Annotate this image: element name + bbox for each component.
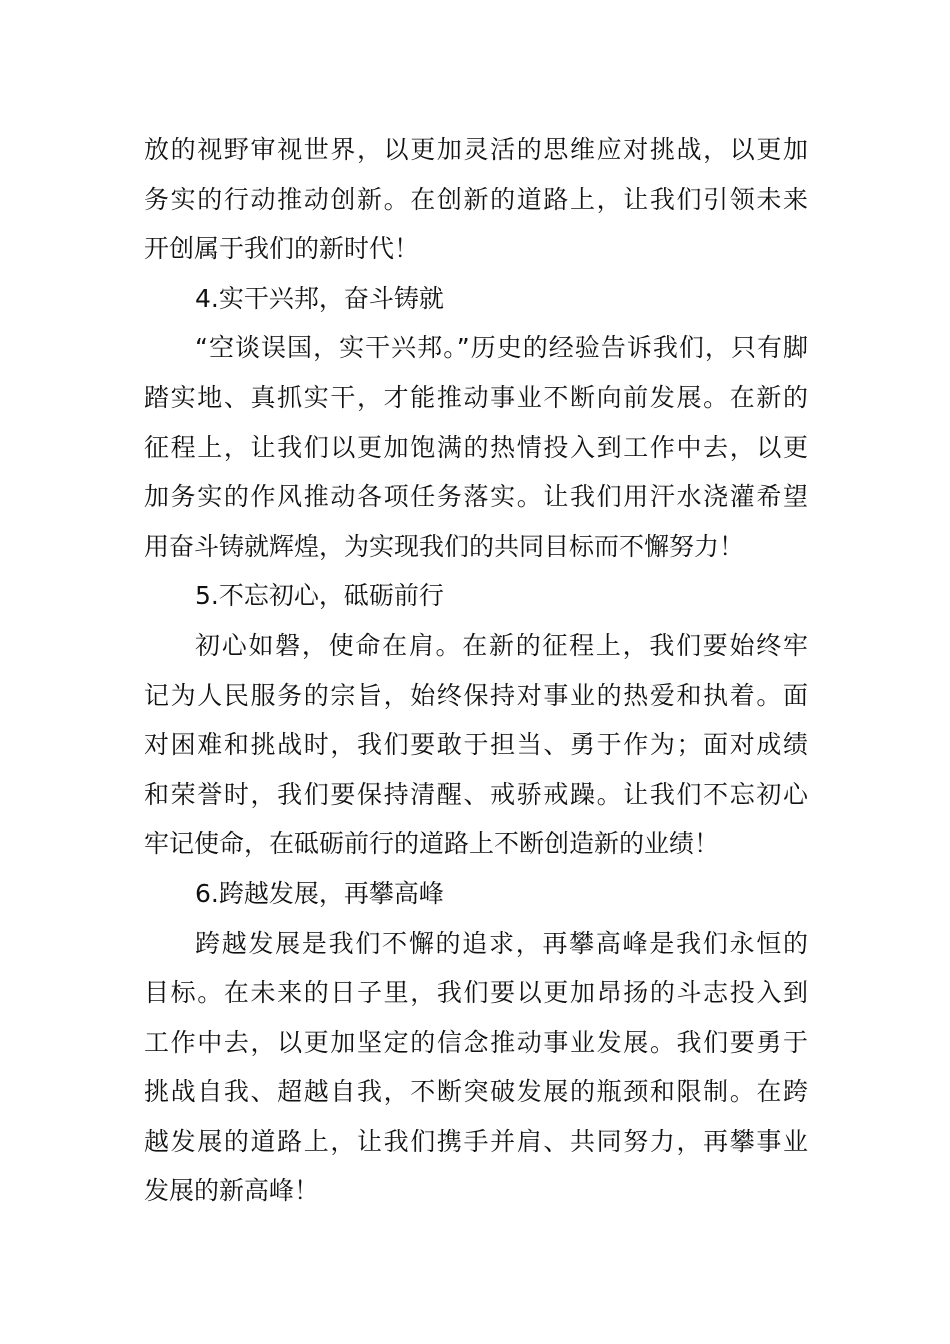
paragraph-line: 用奋斗铸就辉煌，为实现我们的共同目标而不懈努力！ <box>144 531 745 561</box>
paragraph-line: 越发展的道路上，让我们携手并肩、共同努力，再攀事业 <box>144 1126 808 1156</box>
paragraph-line: 工作中去，以更加坚定的信念推动事业发展。我们要勇于 <box>144 1027 808 1057</box>
paragraph-line: 务实的行动推动创新。在创新的道路上，让我们引领未来 <box>144 184 808 214</box>
paragraph-line: 和荣誉时，我们要保持清醒、戒骄戒躁。让我们不忘初心 <box>144 779 808 809</box>
paragraph-line: 发展的新高峰！ <box>144 1176 320 1206</box>
paragraph-line: “空谈误国，实干兴邦。”历史的经验告诉我们，只有脚 <box>195 333 808 363</box>
section-heading-6: 6.跨越发展，再攀高峰 <box>195 878 444 908</box>
paragraph-line: 牢记使命，在砥砺前行的道路上不断创造新的业绩！ <box>144 829 720 859</box>
paragraph-line: 初心如磐，使命在肩。在新的征程上，我们要始终牢 <box>195 630 808 660</box>
paragraph-line: 加务实的作风推动各项任务落实。让我们用汗水浇灌希望 <box>144 482 808 512</box>
paragraph-line: 跨越发展是我们不懈的追求，再攀高峰是我们永恒的 <box>195 928 808 958</box>
section-heading-5: 5.不忘初心，砥砺前行 <box>195 581 444 611</box>
paragraph-line: 对困难和挑战时，我们要敢于担当、勇于作为；面对成绩 <box>144 730 808 760</box>
paragraph-line: 记为人民服务的宗旨，始终保持对事业的热爱和执着。面 <box>144 680 808 710</box>
paragraph-line: 踏实地、真抓实干，才能推动事业不断向前发展。在新的 <box>144 382 808 412</box>
paragraph-line: 征程上，让我们以更加饱满的热情投入到工作中去，以更 <box>144 432 808 462</box>
paragraph-line: 目标。在未来的日子里，我们要以更加昂扬的斗志投入到 <box>144 978 808 1008</box>
section-heading-4: 4.实干兴邦，奋斗铸就 <box>195 283 444 313</box>
document-body <box>144 125 808 1216</box>
paragraph-line: 开创属于我们的新时代！ <box>144 234 420 264</box>
paragraph-line: 放的视野审视世界，以更加灵活的思维应对挑战，以更加 <box>144 135 808 164</box>
paragraph-line: 挑战自我、超越自我，不断突破发展的瓶颈和限制。在跨 <box>144 1077 808 1107</box>
